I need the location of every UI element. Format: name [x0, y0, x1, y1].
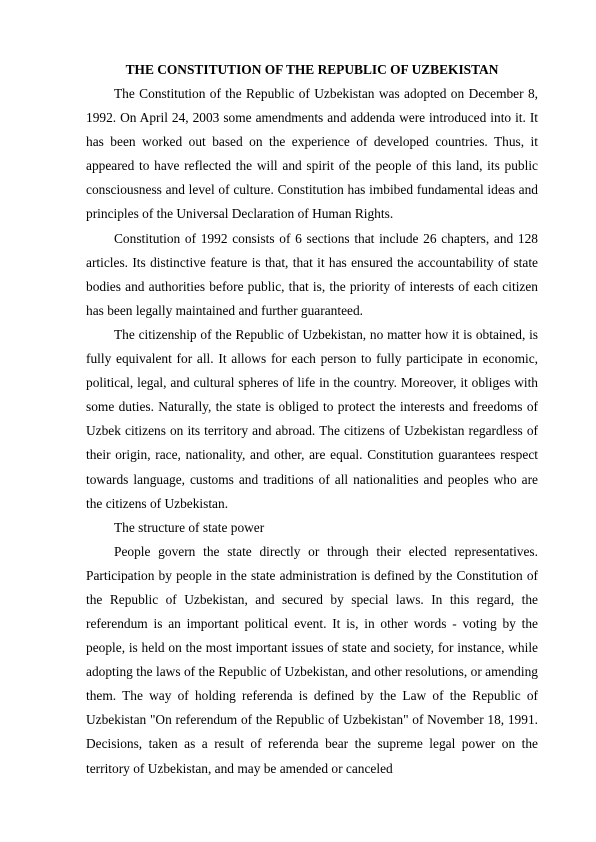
document-body	[86, 58, 538, 781]
paragraph-structure: Constitution of 1992 consists of 6 sections that include 26 chapters, and 128 articles. Its distinctive feature is that, that it has ensured the accountability of state bodies and authorities before public, that is, the priority of interests of each citizen has been legally maintained and further guaranteed.	[86, 230, 538, 318]
section-heading: The structure of state power	[114, 519, 265, 535]
paragraph-adoption: The Constitution of the Republic of Uzbekistan was adopted on December 8, 1992. On April 24, 2003 some amendments and addenda were introduced into it. It has been worked out based on the experience of developed countries. Thus, it appeared to have reflected the will and spirit of the people of this land, its public consciousness and level of culture. Constitution has imbibed fundamental ideas and principles of the Universal Declaration of Human Rights.	[86, 86, 538, 222]
document-title: THE CONSTITUTION OF THE REPUBLIC OF UZBEKISTAN	[125, 62, 499, 77]
paragraph-state-power: People govern the state directly or through their elected representatives. Participation by people in the state administration is defined by the Constitution of the Republic of Uzbekistan, and secured by special laws. In this regard, the referendum is an important political event. It is, in other words - voting by the people, is held on the most important issues of state and society, for instance, while adopting the laws of the Republic of Uzbekistan, and other resolutions, or amending them. The way of holding referenda is defined by the Law of the Republic of Uzbekistan "On referendum of the Republic of Uzbekistan" of November 18, 1991. Decisions, taken as a result of referenda bear the supreme legal power on the territory of Uzbekistan, and may be amended or canceled	[86, 543, 538, 776]
paragraph-citizenship: The citizenship of the Republic of Uzbekistan, no matter how it is obtained, is fully equivalent for all. It allows for each person to fully participate in economic, political, legal, and cultural spheres of life in the country. Moreover, it obliges with some duties. Naturally, the state is obliged to protect the interests and freedoms of Uzbek citizens on its territory and abroad. The citizens of Uzbekistan regardless of their origin, race, nationality, and other, are equal. Constitution guarantees respect towards language, customs and traditions of all nationalities and peoples who are the citizens of Uzbekistan.	[86, 326, 538, 511]
